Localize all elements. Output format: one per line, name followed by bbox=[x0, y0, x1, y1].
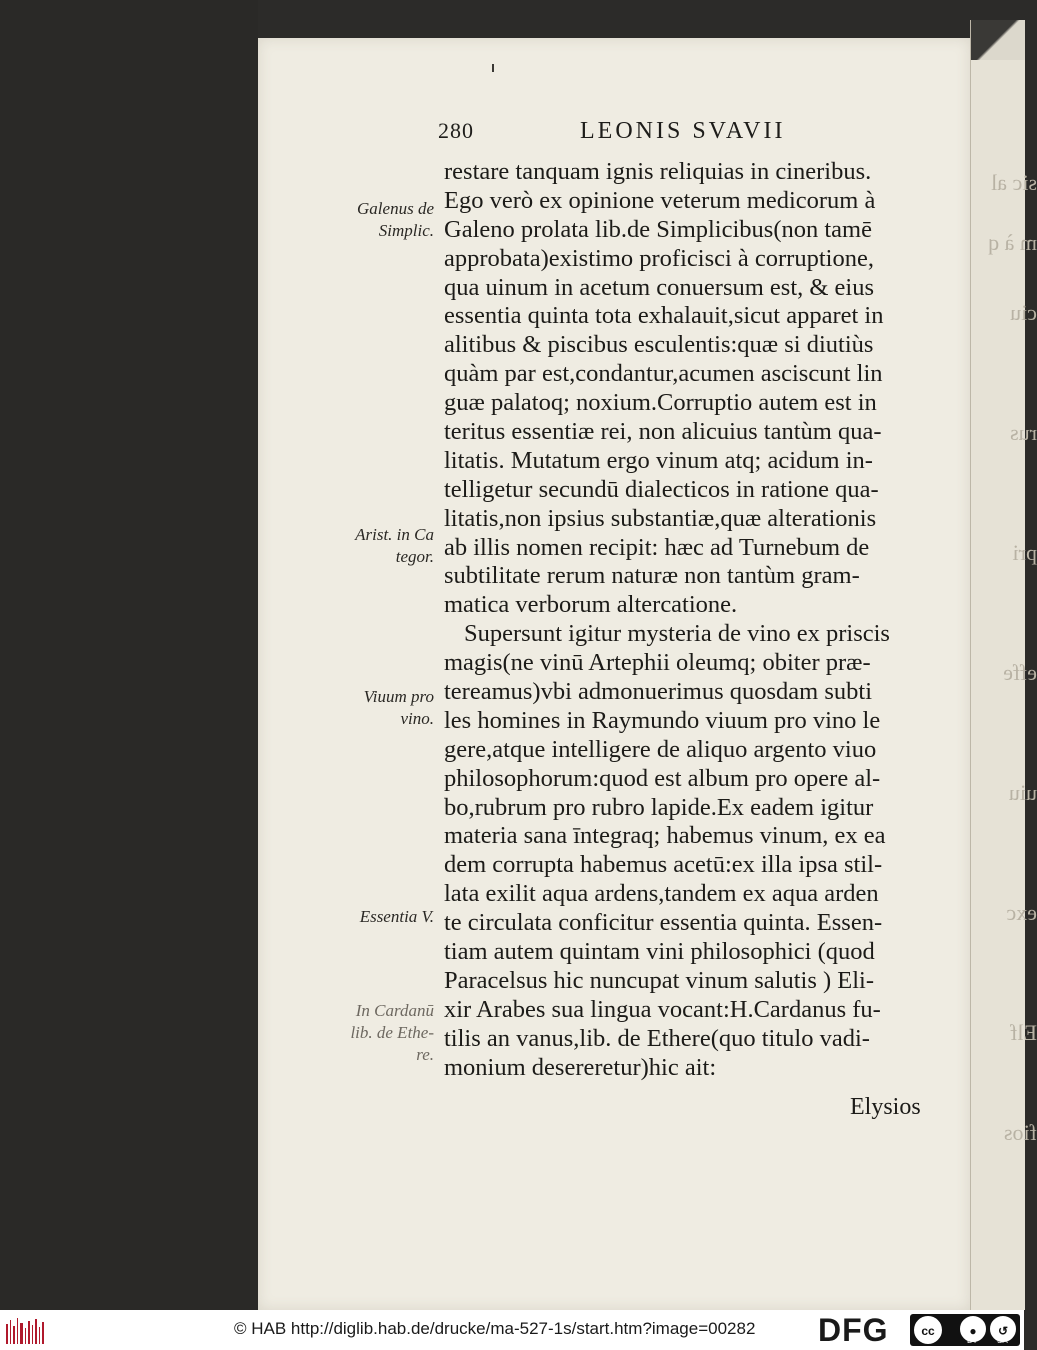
marginal-note-line: Viuum pro bbox=[363, 687, 434, 706]
text-line: Supersunt igitur mysteria de vino ex priscis bbox=[464, 620, 890, 648]
text-line: materia sana īntegraq; habemus vinum, ex ea bbox=[444, 822, 886, 850]
attribution-icon: ● bbox=[960, 1316, 986, 1342]
text-line: magis(ne vinū Artephii oleumq; obiter præ- bbox=[444, 649, 871, 677]
bleed-through-text: sic al bbox=[991, 170, 1037, 195]
text-line: telligetur secundū dialecticos in ratione qua- bbox=[444, 475, 879, 503]
copyright-link[interactable]: © HAB http://diglib.hab.de/drucke/ma-527-1s/start.htm?image=00282 bbox=[234, 1319, 756, 1338]
text-line: essentia quinta tota exhalauit,sicut apparet in bbox=[444, 302, 884, 330]
text-line: subtilitate rerum naturæ non tantùm gram- bbox=[444, 562, 860, 590]
bleed-through-text: exc bbox=[1006, 900, 1037, 925]
marginal-note-line: Simplic. bbox=[378, 221, 434, 240]
page-number: 280 bbox=[438, 118, 474, 143]
text-line: Ego verò ex opinione veterum medicorum à bbox=[444, 186, 876, 214]
license-badge[interactable] bbox=[910, 1314, 1020, 1346]
text-line: restare tanquam ignis reliquias in cineribus. bbox=[444, 158, 872, 185]
marginal-note-line: In Cardanū bbox=[355, 1001, 434, 1020]
text-line: matica verborum altercatione. bbox=[444, 591, 738, 619]
marginal-note-line: vino. bbox=[400, 709, 434, 728]
text-line: tilis an vanus,lib. de Ethere(quo titulo vadi- bbox=[444, 1024, 870, 1052]
page-header bbox=[438, 118, 958, 152]
share-alike-icon: ↺ bbox=[990, 1316, 1016, 1342]
page-corner-fold bbox=[971, 20, 1025, 60]
dfg-logo: DFG bbox=[818, 1312, 889, 1348]
viewer-footer bbox=[0, 1310, 1024, 1350]
marginal-note-line: Essentia V. bbox=[359, 907, 434, 926]
marginal-note-line: Galenus de bbox=[357, 199, 434, 218]
bleed-through-text: effe bbox=[1003, 660, 1037, 685]
marginal-note bbox=[357, 198, 434, 242]
text-line: tereamus)vbi admonuerimus quosdam subti bbox=[444, 678, 872, 706]
ink-speck bbox=[492, 64, 494, 72]
marginal-note-line: Arist. in Ca bbox=[355, 525, 434, 544]
running-head: LEONIS SVAVII bbox=[580, 118, 786, 144]
marginal-note bbox=[350, 1000, 434, 1066]
text-line: tiam autem quintam vini philosophici (quod bbox=[444, 938, 875, 966]
text-line: quàm par est,condantur,acumen asciscunt lin bbox=[444, 360, 883, 388]
license-by-label: BY bbox=[967, 1336, 978, 1345]
text-line: xir Arabes sua lingua vocant:H.Cardanus fu- bbox=[444, 995, 881, 1023]
catchword: Elysios bbox=[850, 1094, 921, 1120]
text-line: qua uinum in acetum conuersum est, & eius bbox=[444, 273, 875, 301]
bleed-through-text: pri bbox=[1012, 540, 1037, 565]
text-line: les homines in Raymundo viuum pro vino le bbox=[444, 706, 881, 734]
marginal-note bbox=[364, 686, 434, 730]
text-line: monium desereretur)hic ait: bbox=[444, 1053, 717, 1081]
text-line: Paracelsus hic nuncupat vinum salutis ) Eli- bbox=[444, 966, 875, 994]
text-line: alitibus & piscibus esculentis:quæ si diutiùs bbox=[444, 331, 874, 359]
text-line: teritus essentiæ rei, non alicuius tantùm qua- bbox=[444, 418, 882, 446]
text-line: lata exilit aqua ardens,tandem ex aqua arden bbox=[444, 880, 879, 908]
text-line: gere,atque intelligere de aliquo argento viuo bbox=[444, 735, 877, 763]
bleed-through-text: Elf bbox=[1010, 1020, 1037, 1045]
cc-icon: cc bbox=[914, 1316, 942, 1344]
marginal-note bbox=[355, 524, 434, 568]
text-line: te circulata conficitur essentia quinta. Essen- bbox=[444, 909, 883, 937]
bleed-through-text: fios bbox=[1004, 1120, 1037, 1145]
adjacent-page-edge bbox=[970, 20, 1037, 1310]
main-text bbox=[444, 158, 944, 1083]
marginal-note-line: lib. de Ethe- bbox=[350, 1023, 434, 1042]
text-line: approbata)existimo proficisci à corruptione, bbox=[444, 244, 874, 272]
marginal-note bbox=[360, 906, 434, 928]
bleed-through-text: m à q bbox=[988, 230, 1037, 255]
text-line: guæ palatoq; noxium.Corruptio autem est in bbox=[444, 389, 877, 417]
barcode-logo-icon bbox=[6, 1318, 44, 1344]
marginal-note-line: tegor. bbox=[395, 547, 434, 566]
text-line: Galeno prolata lib.de Simplicibus(non tamē bbox=[444, 215, 872, 243]
text-line: philosophorum:quod est album pro opere al- bbox=[444, 764, 881, 792]
license-sa-label: SA bbox=[997, 1336, 1008, 1345]
scan-background-left bbox=[0, 0, 258, 1310]
text-line: dem corrupta habemus acetū:ex illa ipsa stil- bbox=[444, 851, 883, 879]
bleed-through-text: uiu bbox=[1008, 780, 1037, 805]
text-line: ab illis nomen recipit: hæc ad Turnebum de bbox=[444, 533, 870, 561]
marginal-note-line: re. bbox=[416, 1045, 434, 1064]
text-line: litatis. Mutatum ergo vinum atq; acidum in- bbox=[444, 446, 873, 474]
text-line: bo,rubrum pro rubro lapide.Ex eadem igitur bbox=[444, 793, 874, 821]
bleed-through-text: ciu bbox=[1010, 300, 1037, 325]
text-line: litatis,non ipsius substantiæ,quæ alterationis bbox=[444, 504, 877, 532]
bleed-through-text: rus bbox=[1010, 420, 1037, 445]
